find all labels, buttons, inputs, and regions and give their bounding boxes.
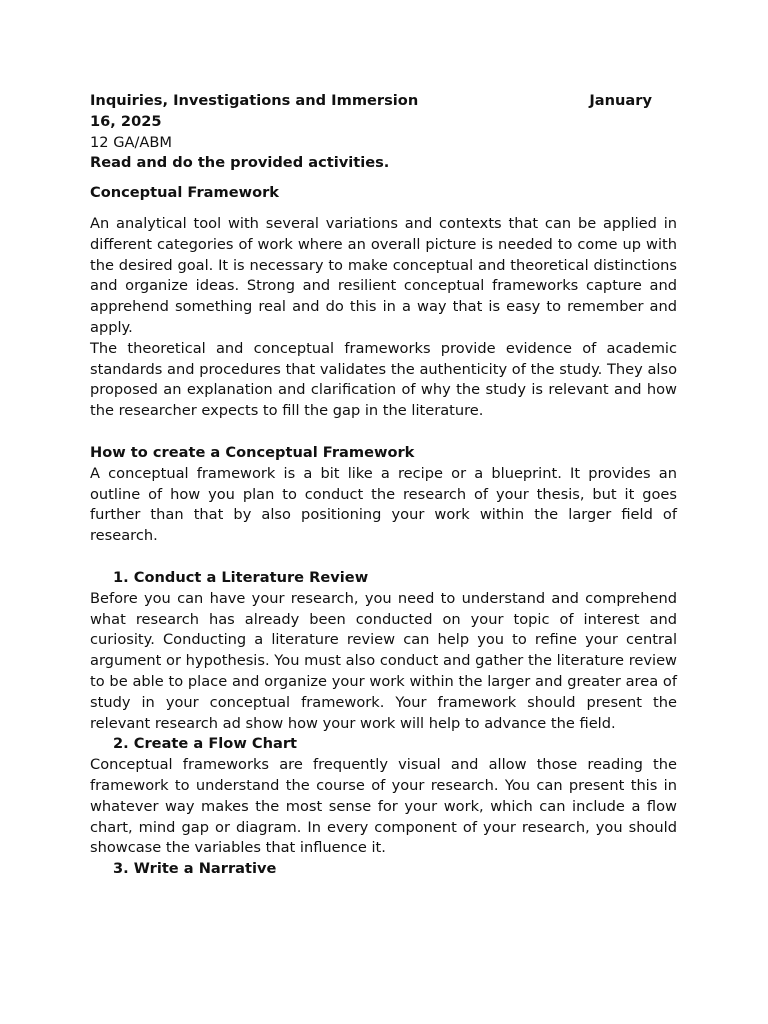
step-body-flow-chart: Conceptual frameworks are frequently visual and allow those reading the framework to understand the course of your research. You can present this in whatever way makes the most sense for your work, which can include a flow chart, mind gap or diagram. In every component of your research, you should showcase the variables that influence it. [90, 756, 677, 857]
paragraph-theoretical: The theoretical and conceptual frameworks provide evidence of academic standards and procedures that validates the authenticity of the study. They also proposed an explanation and clarification of why the study is relevant and how the researcher expects to fill the gap in the literature. [90, 339, 677, 420]
step-heading-narrative: 3. Write a Narrative [113, 860, 277, 878]
step-heading-flow-chart: 2. Create a Flow Chart [113, 735, 297, 753]
header-line [90, 91, 677, 112]
section-title-conceptual-framework: Conceptual Framework [90, 184, 280, 202]
subject-title: Inquiries, Investigations and Immersion [90, 92, 419, 109]
paragraph-intro: A conceptual framework is a bit like a recipe or a blueprint. It provides an outline of how you plan to conduct the research of your thesis, but it goes further than that by also positioning your work within the larger field of research. [90, 464, 677, 545]
paragraph-definition: An analytical tool with several variations and contexts that can be applied in different categories of work where an overall picture is needed to come up with the desired goal. It is necessary to make conceptual and theoretical distinctions and organize ideas. Strong and resilient conceptual frameworks capture and apprehend something real and do this in a way that is easy to remember and apply. [90, 214, 677, 336]
date-day-year: 16, 2025 [90, 112, 162, 130]
step-body-literature-review: Before you can have your research, you need to understand and comprehend what research has already been conducted on your topic of interest and curiosity. Conducting a literature review can help you to refine your central argument or hypothesis. You must also conduct and gather the literature review to be able to place and organize your work within the larger and greater area of study in your conceptual framework. Your framework should present the relevant research ad show how your work will help to advance the field. [90, 589, 677, 732]
instruction: Read and do the provided activities. [90, 154, 390, 172]
date-month: January [589, 92, 652, 109]
grade-section: 12 GA/ABM [90, 133, 173, 151]
step-heading-literature-review: 1. Conduct a Literature Review [113, 568, 369, 586]
section-title-how-to-create: How to create a Conceptual Framework [90, 443, 415, 461]
document-page [90, 91, 677, 880]
